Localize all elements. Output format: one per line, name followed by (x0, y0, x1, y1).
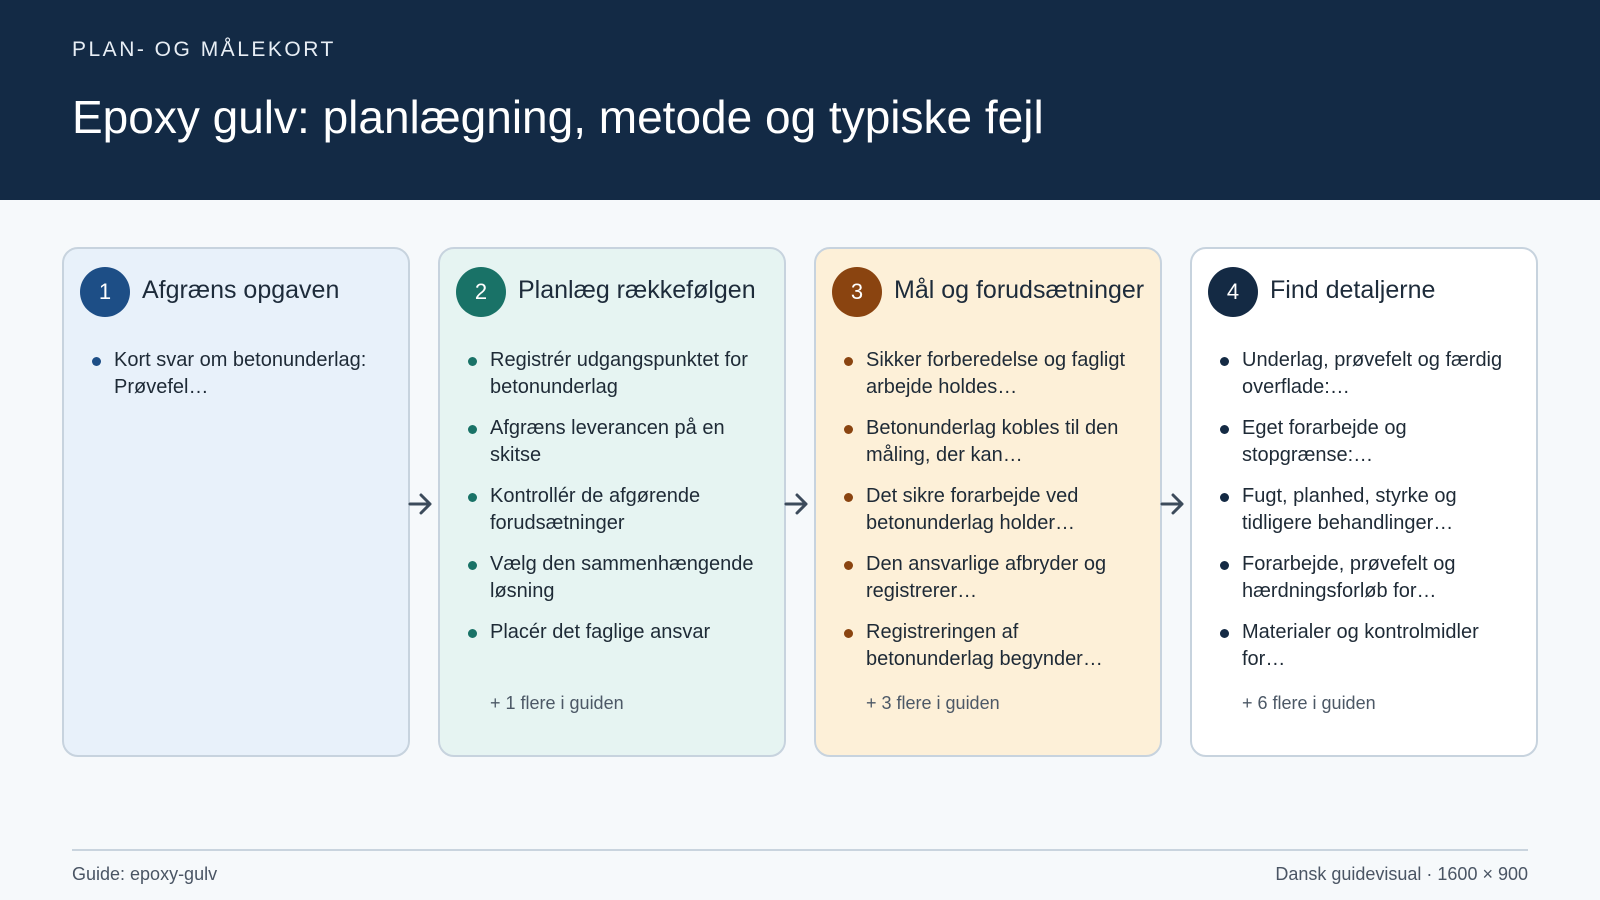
step-bullet: Sikker forberedelse og fagligt arbejde holdes… (842, 347, 1142, 401)
page-title: Epoxy gulv: planlægning, metode og typiske fejl (72, 91, 1044, 143)
step-number-badge: 3 (832, 267, 882, 317)
step-number-badge: 1 (80, 267, 130, 317)
step-card-2 (438, 247, 786, 757)
arrow-right-icon (407, 489, 435, 519)
step-bullet: Vælg den sammenhængende løsning (466, 551, 766, 605)
step-bullet: Kontrollér de afgørende forudsætninger (466, 483, 766, 537)
more-in-guide-note: + 6 flere i guiden (1242, 693, 1376, 713)
arrow-right-icon (783, 489, 811, 519)
step-title: Mål og forudsætninger (894, 276, 1145, 304)
step-card-4 (1190, 247, 1538, 757)
header-banner (0, 0, 1600, 200)
step-bullet: Underlag, prøvefelt og færdig overflade:… (1218, 347, 1518, 401)
footer-guide-label: Guide: epoxy-gulv (72, 864, 218, 884)
step-number-badge: 2 (456, 267, 506, 317)
step-bullet: Registrér udgangspunktet for betonunderlag (466, 347, 766, 401)
step-bullet: Forarbejde, prøvefelt og hærdningsforløb for… (1218, 551, 1518, 605)
step-bullet: Placér det faglige ansvar (466, 619, 766, 646)
step-card-1 (62, 247, 410, 757)
footer-divider (72, 849, 1528, 851)
step-title: Afgræns opgaven (142, 276, 340, 304)
step-bullet: Fugt, planhed, styrke og tidligere behandlinger… (1218, 483, 1518, 537)
more-in-guide-note: + 1 flere i guiden (490, 693, 624, 713)
step-bullet-list (466, 347, 766, 660)
step-bullet-list (90, 347, 390, 415)
step-bullet: Afgræns leverancen på en skitse (466, 415, 766, 469)
step-bullet: Den ansvarlige afbryder og registrerer… (842, 551, 1142, 605)
step-bullet-list (1218, 347, 1518, 687)
step-bullet: Materialer og kontrolmidler for… (1218, 619, 1518, 673)
step-bullet: Registreringen af betonunderlag begynder… (842, 619, 1142, 673)
eyebrow-label: PLAN- OG MÅLEKORT (72, 38, 336, 61)
step-title: Find detaljerne (1270, 276, 1436, 304)
arrow-right-icon (1159, 489, 1187, 519)
step-card-3 (814, 247, 1162, 757)
step-bullet: Betonunderlag kobles til den måling, der kan… (842, 415, 1142, 469)
footer-meta-label: Dansk guidevisual · 1600 × 900 (1275, 864, 1528, 884)
step-number-badge: 4 (1208, 267, 1258, 317)
step-bullet: Det sikre forarbejde ved betonunderlag holder… (842, 483, 1142, 537)
more-in-guide-note: + 3 flere i guiden (866, 693, 1000, 713)
step-bullet: Eget forarbejde og stopgrænse:… (1218, 415, 1518, 469)
step-bullet: Kort svar om betonunderlag: Prøvefel… (90, 347, 390, 401)
step-title: Planlæg rækkefølgen (518, 276, 756, 304)
step-bullet-list (842, 347, 1142, 687)
